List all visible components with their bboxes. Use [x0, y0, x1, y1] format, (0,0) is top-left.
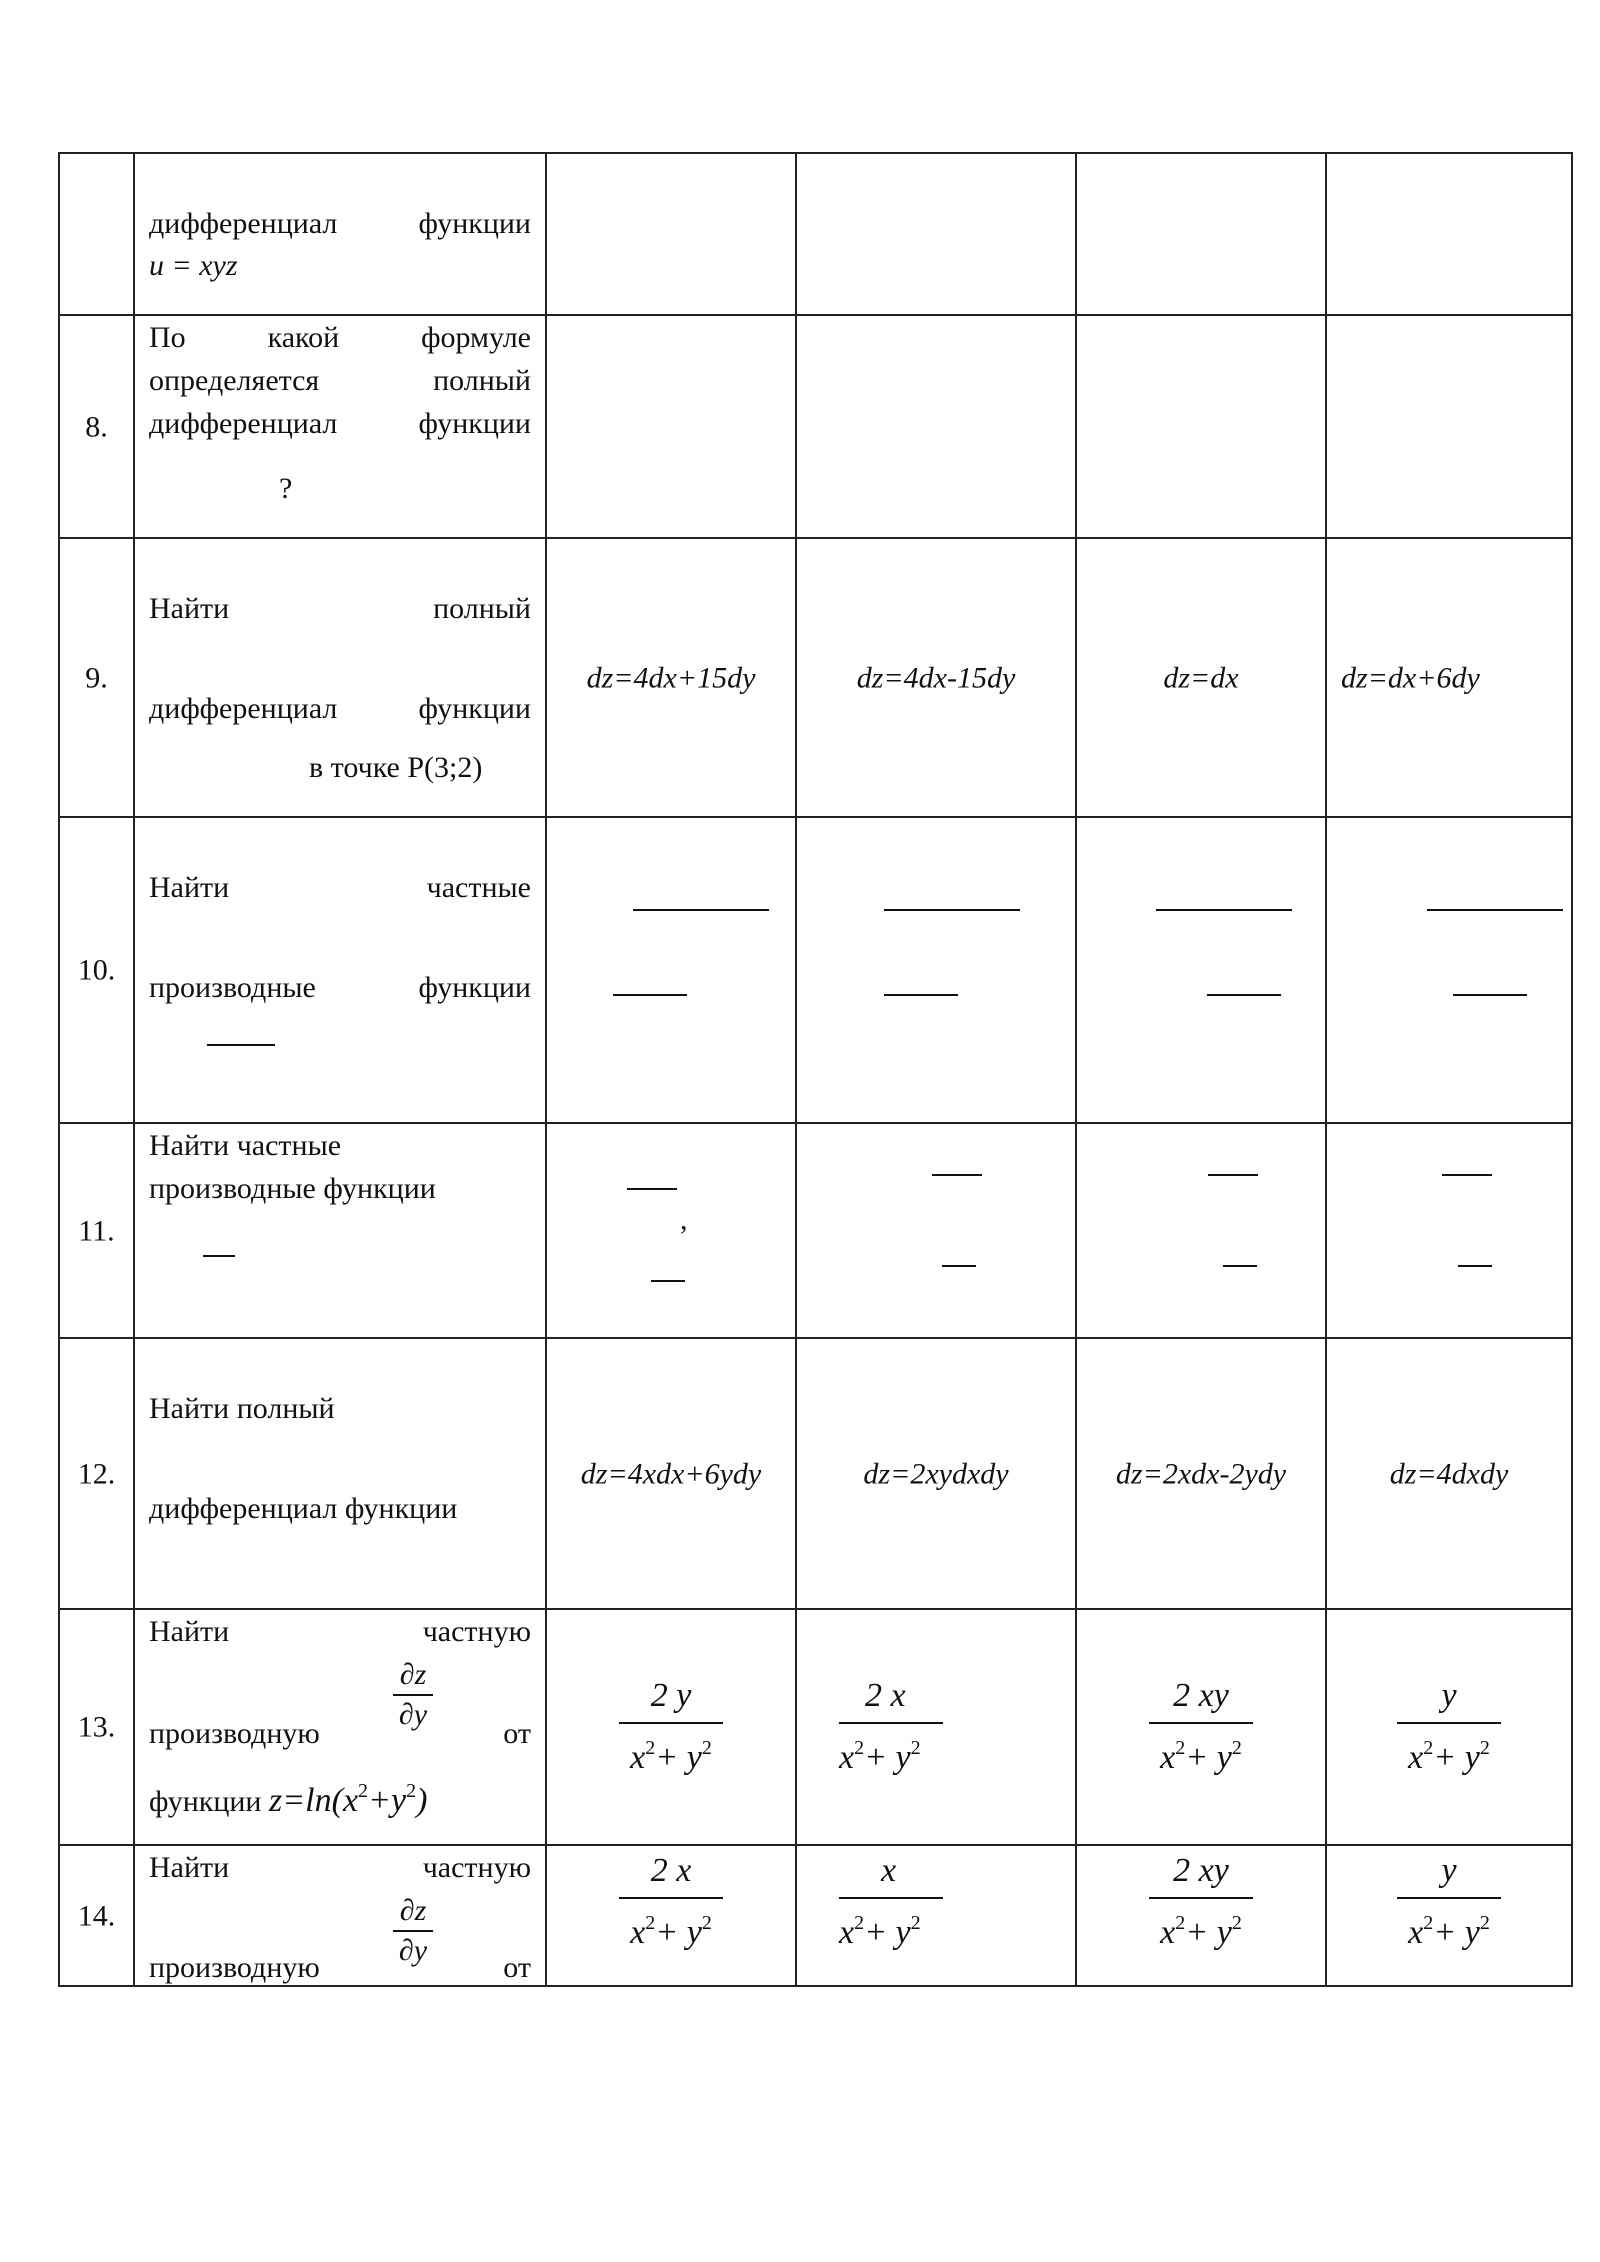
answer-text: dz=2xdx-2ydy: [1115, 1457, 1287, 1490]
question-point: в точке Р(3;2): [309, 751, 483, 784]
answer-cell: [1076, 1845, 1326, 1986]
question-word: функции: [418, 971, 531, 1004]
fraction-bar: [1427, 909, 1563, 911]
fraction-bar: [1208, 1174, 1258, 1176]
partial-numerator: ∂z: [399, 1658, 427, 1691]
answer-cell: [1076, 1338, 1326, 1609]
question-word: Найти: [149, 592, 230, 625]
answer-cell: [546, 1609, 796, 1845]
fraction-bar: [1442, 1174, 1492, 1176]
answer-fraction: [1077, 1674, 1325, 1780]
question-line: Найти полный: [149, 1392, 335, 1425]
answer-fraction: [547, 1849, 795, 1955]
partial-numerator: ∂z: [399, 1894, 427, 1927]
fraction-bar: [1458, 1265, 1492, 1267]
row-number-cell: 13.: [59, 1609, 134, 1845]
fraction-denominator: $x^2+ y^2$: [630, 1737, 712, 1776]
answer-text: dz=dx: [1163, 661, 1239, 694]
question-cell: [134, 153, 546, 315]
answer-cell: [796, 1845, 1076, 1986]
question-word: частную: [422, 1615, 531, 1648]
question-word: производную: [149, 1951, 320, 1984]
fraction-numerator: 2 x: [650, 1851, 692, 1889]
answer-cell: [546, 1123, 796, 1338]
answer-cell: [1326, 817, 1572, 1123]
question-word: Найти: [149, 1615, 230, 1648]
partial-denominator: ∂y: [398, 1698, 428, 1731]
question-line: Найти частные: [149, 1129, 342, 1162]
fraction-bar: [627, 1188, 677, 1190]
question-cell: [134, 817, 546, 1123]
answer-fraction: [547, 1674, 795, 1780]
question-mark: ?: [279, 472, 293, 505]
answer-cell: [1326, 1845, 1572, 1986]
test-table: [58, 152, 1573, 1987]
question-cell: [134, 1845, 546, 1986]
question-word: функции: [418, 407, 531, 440]
row-number-cell: 10.: [59, 817, 134, 1123]
fraction-bar: [1207, 994, 1281, 996]
answer-cell: [796, 153, 1076, 315]
table-row: [59, 315, 1572, 538]
answer-cell: [1326, 1123, 1572, 1338]
fraction-bar: [651, 1280, 685, 1282]
answer-cell: [546, 1338, 796, 1609]
answer-cell: [1326, 1609, 1572, 1845]
question-word: функции: [149, 1785, 262, 1818]
table-row: [59, 1123, 1572, 1338]
question-cell: [134, 538, 546, 817]
question-line: дифференциал функции: [149, 1492, 458, 1525]
answer-cell: [1326, 538, 1572, 817]
question-word: полный: [433, 364, 531, 397]
fraction-bar: [932, 1174, 982, 1176]
fraction-bar: [203, 1255, 235, 1257]
row-number-cell: 14.: [59, 1845, 134, 1986]
question-word: функции: [418, 692, 531, 725]
answer-fraction: [1077, 1849, 1325, 1955]
answer-fraction: [1327, 1674, 1571, 1780]
row-number-cell: 11.: [59, 1123, 134, 1338]
question-word: частную: [422, 1851, 531, 1884]
question-word: производную: [149, 1717, 320, 1750]
fraction-denominator: $x^2+ y^2$: [839, 1911, 921, 1951]
answer-cell: [1076, 153, 1326, 315]
fraction-denominator: $x^2+ y^2$: [1408, 1911, 1490, 1951]
function-formula: $z=\ln(x^2+y^2)$: [269, 1780, 428, 1819]
fraction-numerator: 2 x: [865, 1677, 906, 1714]
table-row: [59, 1338, 1572, 1609]
question-word: от: [503, 1717, 531, 1750]
question-word: дифференциал: [149, 207, 338, 240]
question-word: Найти: [149, 871, 230, 904]
answer-cell: [546, 1845, 796, 1986]
comma: ,: [680, 1203, 688, 1236]
fraction-bar: [1453, 994, 1527, 996]
function-line: [149, 1770, 531, 1823]
answer-cell: [1326, 315, 1572, 538]
question-word: функции: [418, 207, 531, 240]
answer-fraction: [1327, 1849, 1571, 1955]
partial-denominator: ∂y: [398, 1934, 428, 1967]
answer-cell: [546, 315, 796, 538]
fraction-denominator: $x^2+ y^2$: [839, 1737, 921, 1776]
row-number-cell: 12.: [59, 1338, 134, 1609]
answer-cell: [546, 153, 796, 315]
answer-cell: [796, 1123, 1076, 1338]
fraction-bar: [1223, 1265, 1257, 1267]
row-number-cell: 8.: [59, 315, 134, 538]
table-row: [59, 817, 1572, 1123]
question-word: определяется: [149, 364, 320, 397]
function-formula: u = xyz: [149, 249, 238, 282]
fraction-denominator: $x^2+ y^2$: [1160, 1911, 1242, 1951]
fraction-bar: [942, 1265, 976, 1267]
fraction-numerator: 2 xy: [1173, 1851, 1229, 1889]
answer-cell: [796, 1609, 1076, 1845]
answer-text: dz=2xydxdy: [863, 1457, 1009, 1490]
answer-text: dz=4dxdy: [1389, 1457, 1509, 1490]
answer-cell: [1076, 1123, 1326, 1338]
fraction-denominator: $x^2+ y^2$: [1160, 1737, 1242, 1776]
answer-cell: [796, 538, 1076, 817]
answer-cell: [1076, 1609, 1326, 1845]
answer-text: dz=4xdx+6ydy: [580, 1457, 762, 1490]
question-word: По: [149, 321, 186, 354]
answer-cell: [1076, 315, 1326, 538]
fraction-numerator: x: [881, 1851, 897, 1889]
question-word: формуле: [421, 321, 531, 354]
answer-fraction: [839, 1849, 1075, 1955]
answer-text: dz=4dx+15dy: [586, 661, 756, 694]
answer-cell: [1326, 1338, 1572, 1609]
fraction-denominator: $x^2+ y^2$: [1408, 1737, 1490, 1776]
table-row: [59, 538, 1572, 817]
fraction-bar: [1156, 909, 1292, 911]
question-word: от: [503, 1951, 531, 1984]
fraction-numerator: y: [1441, 1677, 1457, 1714]
question-cell: [134, 1609, 546, 1845]
fraction-bar: [207, 1044, 275, 1046]
question-word: какой: [267, 321, 340, 354]
fraction-numerator: y: [1441, 1851, 1457, 1889]
answer-cell: [1076, 817, 1326, 1123]
answer-text: dz=dx+6dy: [1341, 661, 1480, 694]
question-word: дифференциал: [149, 407, 338, 440]
question-word: полный: [433, 592, 531, 625]
question-word: частные: [426, 871, 531, 904]
question-cell: [134, 315, 546, 538]
fraction-numerator: 2 xy: [1173, 1677, 1229, 1714]
table-row: [59, 153, 1572, 315]
fraction-bar: [884, 909, 1020, 911]
answer-cell: [796, 315, 1076, 538]
question-line: производные функции: [149, 1172, 436, 1205]
table-row: [59, 1845, 1572, 1986]
fraction-bar: [613, 994, 687, 996]
fraction-bar: [633, 909, 769, 911]
question-word: Найти: [149, 1851, 230, 1884]
question-cell: [134, 1123, 546, 1338]
answer-cell: [546, 538, 796, 817]
table-row: [59, 1609, 1572, 1845]
answer-text: dz=4dx-15dy: [856, 661, 1016, 694]
fraction-numerator: 2 y: [650, 1677, 692, 1714]
question-cell: [134, 1338, 546, 1609]
fraction-bar: [884, 994, 958, 996]
answer-cell: [796, 817, 1076, 1123]
fraction-denominator: $x^2+ y^2$: [630, 1911, 712, 1951]
answer-cell: [1076, 538, 1326, 817]
question-word: производные: [149, 971, 316, 1004]
answer-cell: [796, 1338, 1076, 1609]
row-number-cell: 9.: [59, 538, 134, 817]
answer-cell: [1326, 153, 1572, 315]
question-word: дифференциал: [149, 692, 338, 725]
row-number-cell: [59, 153, 134, 315]
answer-fraction: [839, 1674, 1075, 1780]
answer-cell: [546, 817, 796, 1123]
